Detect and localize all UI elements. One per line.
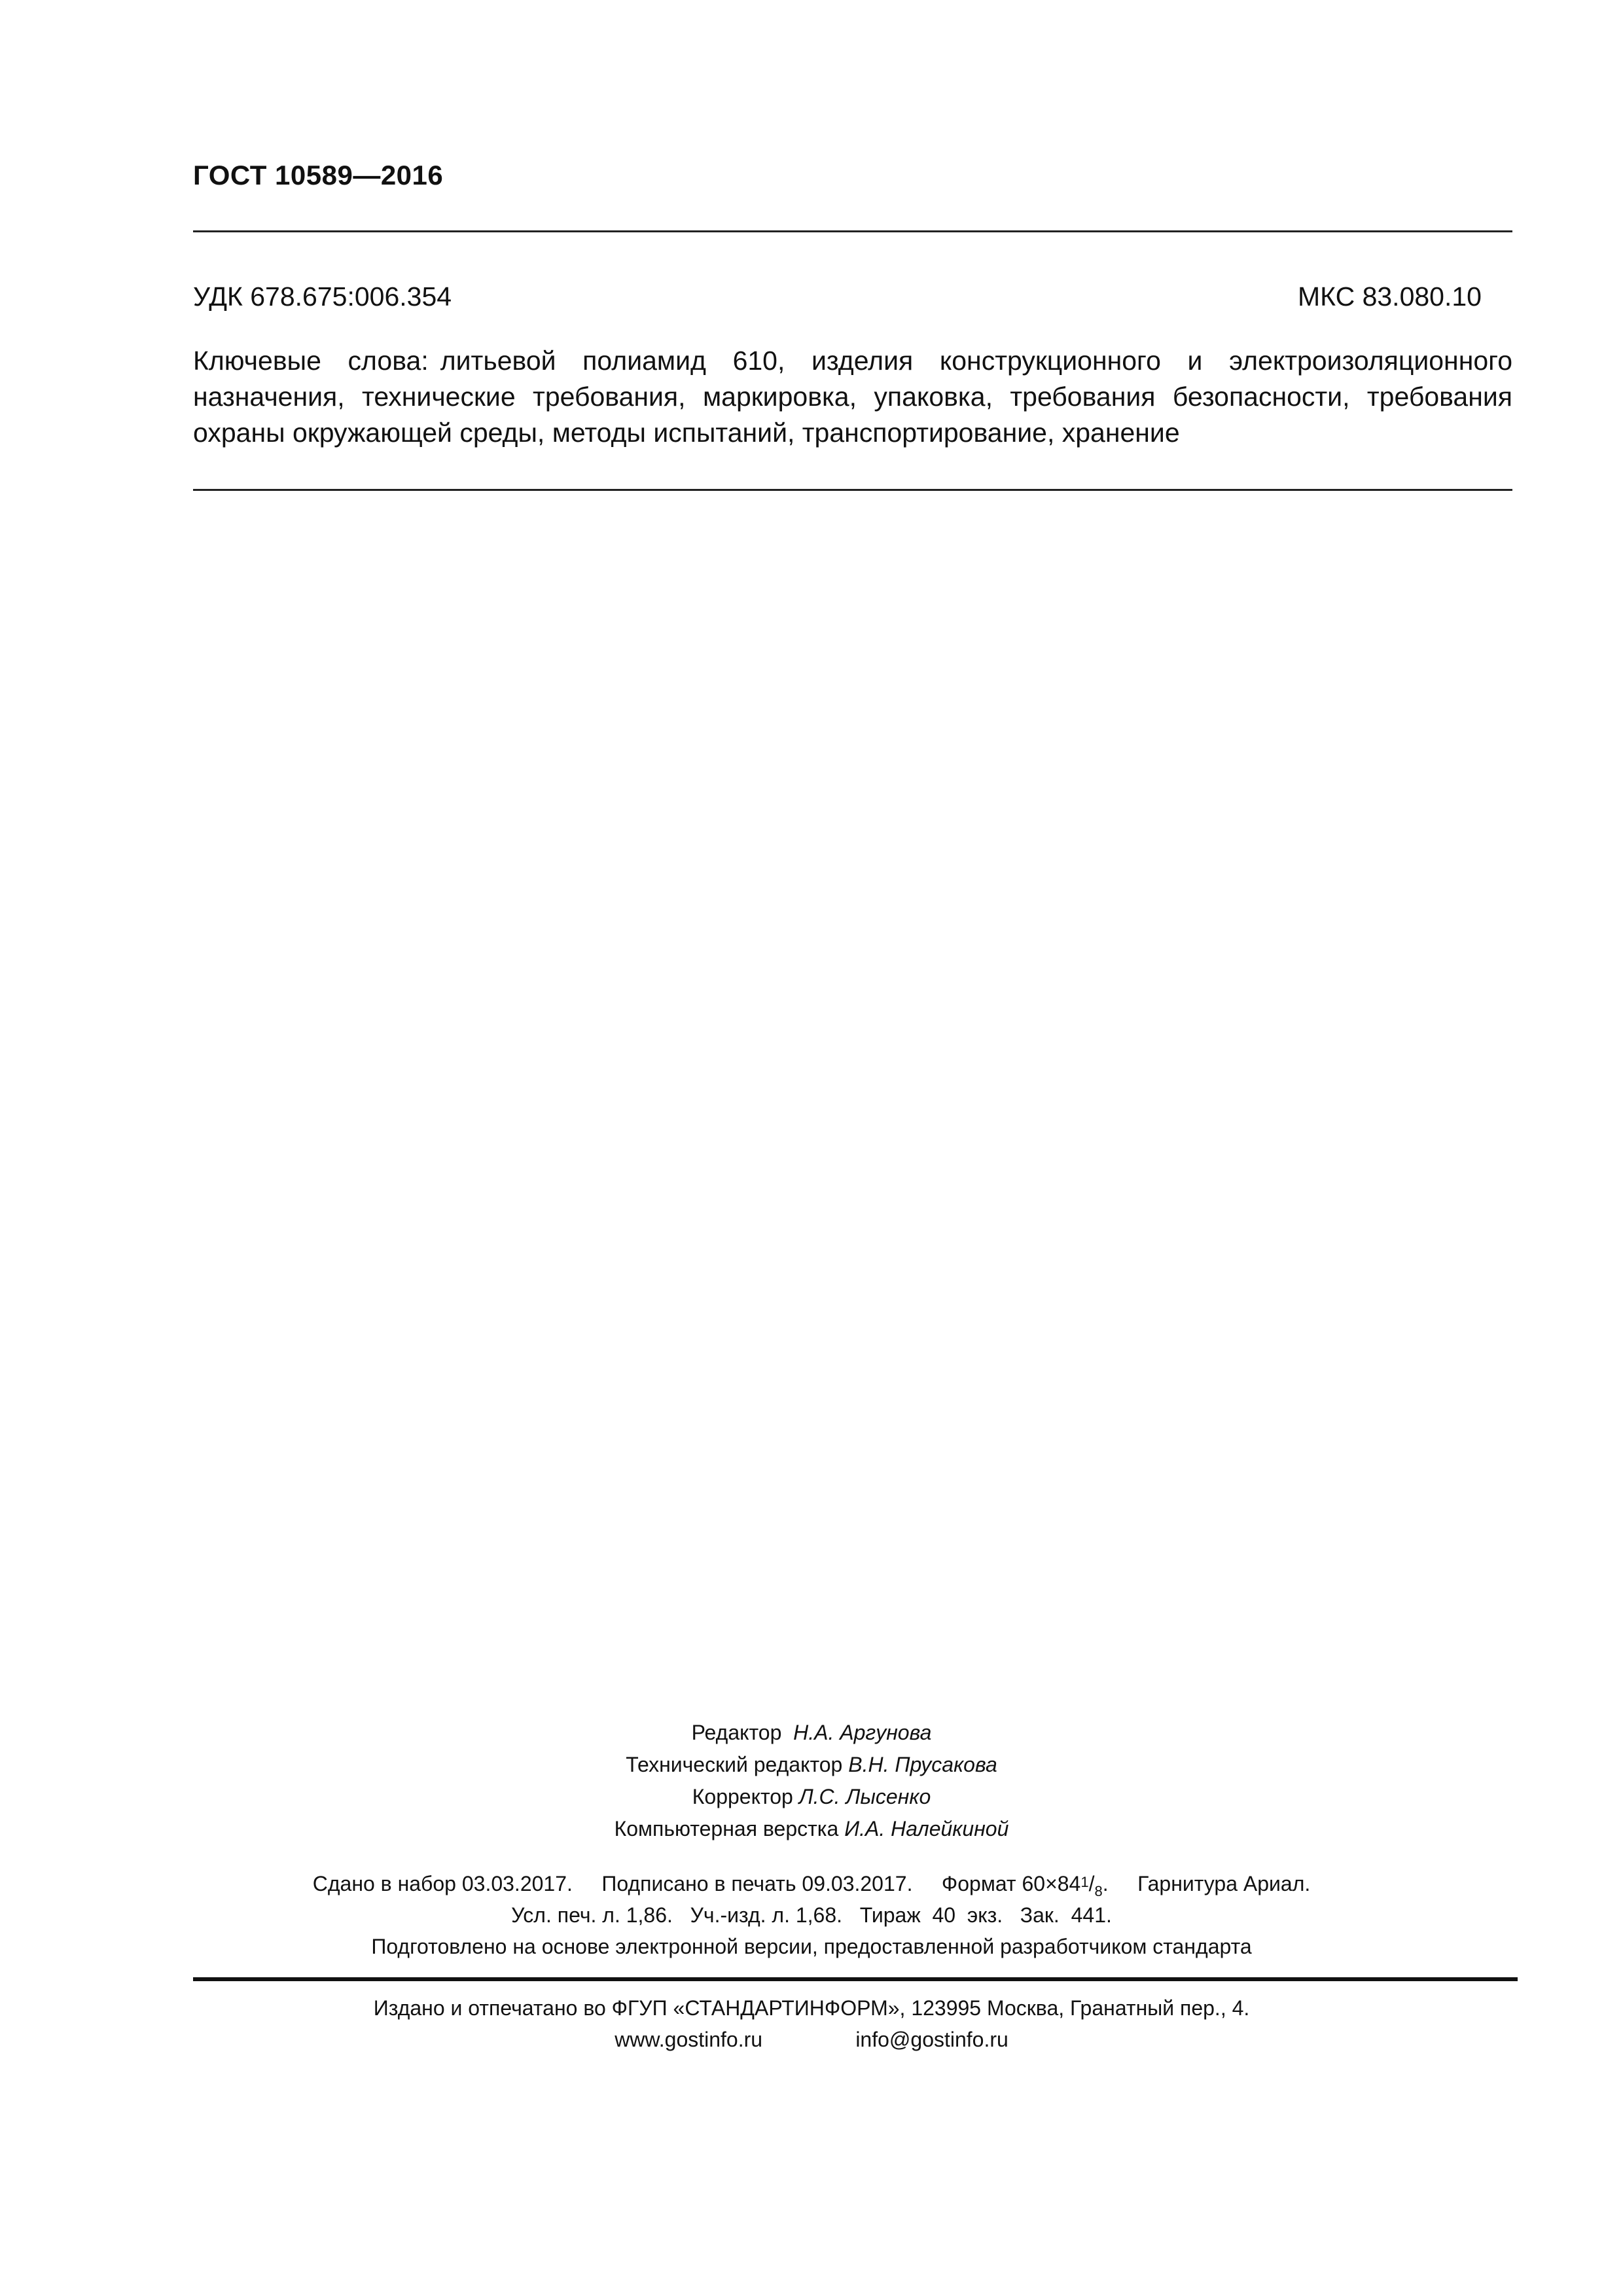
credit-editor xyxy=(0,1717,1623,1749)
credit-role: Корректор xyxy=(692,1785,793,1808)
credit-role: Компьютерная верстка xyxy=(614,1817,839,1840)
mks-code: МКС 83.080.10 xyxy=(1298,281,1482,312)
imprint-line-3: Подготовлено на основе электронной версии, предоставленной разработчиком стандарта xyxy=(371,1935,1252,1958)
imprint-line-2 xyxy=(0,1903,1623,1928)
credit-role: Технический редактор xyxy=(626,1753,843,1776)
credit-tech-editor xyxy=(0,1749,1623,1781)
print-run: Тираж 40 экз. xyxy=(859,1903,1003,1927)
pub-sheets: Уч.-изд. л. 1,68. xyxy=(690,1903,843,1927)
keywords-text: литьевой полиамид 610, изделия конструкционного и электроизоляционного назначения, технические требования, маркировка, упаковка, требования безопасности, требования охраны окружающей среды, методы испытаний, транспортирование, хранение xyxy=(193,346,1513,448)
keywords-divider xyxy=(193,489,1512,491)
credit-name: Н.А. Аргунова xyxy=(793,1721,932,1744)
udk-code: УДК 678.675:006.354 xyxy=(193,281,452,312)
credit-role: Редактор xyxy=(691,1721,782,1744)
signed-date: Подписано в печать 09.03.2017. xyxy=(601,1872,913,1895)
print-sheets: Усл. печ. л. 1,86. xyxy=(511,1903,673,1927)
order-number: Зак. 441. xyxy=(1020,1903,1112,1927)
email-link[interactable]: info@gostinfo.ru xyxy=(855,2028,1008,2051)
submitted-date: Сдано в набор 03.03.2017. xyxy=(312,1872,573,1895)
document-id: ГОСТ 10589—2016 xyxy=(193,160,444,190)
publisher-contacts xyxy=(0,2028,1623,2052)
imprint-divider xyxy=(193,1977,1518,1981)
credit-layout xyxy=(0,1813,1623,1845)
typeface: Гарнитура Ариал. xyxy=(1137,1872,1311,1895)
top-divider xyxy=(193,230,1512,232)
keywords-paragraph xyxy=(193,343,1512,451)
keywords-label: Ключевые слова: xyxy=(193,346,429,376)
credit-proofreader xyxy=(0,1781,1623,1813)
credit-name: В.Н. Прусакова xyxy=(848,1753,997,1776)
credit-name: Л.С. Лысенко xyxy=(798,1785,931,1808)
website-link[interactable]: www.gostinfo.ru xyxy=(615,2028,763,2051)
credit-name: И.А. Налейкиной xyxy=(844,1817,1009,1840)
publisher-line: Издано и отпечатано во ФГУП «СТАНДАРТИНФОРМ», 123995 Москва, Гранатный пер., 4. xyxy=(373,1996,1250,2020)
imprint-line-1 xyxy=(0,1872,1623,1900)
paper-format: Формат $60\times 841/_8$. xyxy=(941,1872,1109,1899)
